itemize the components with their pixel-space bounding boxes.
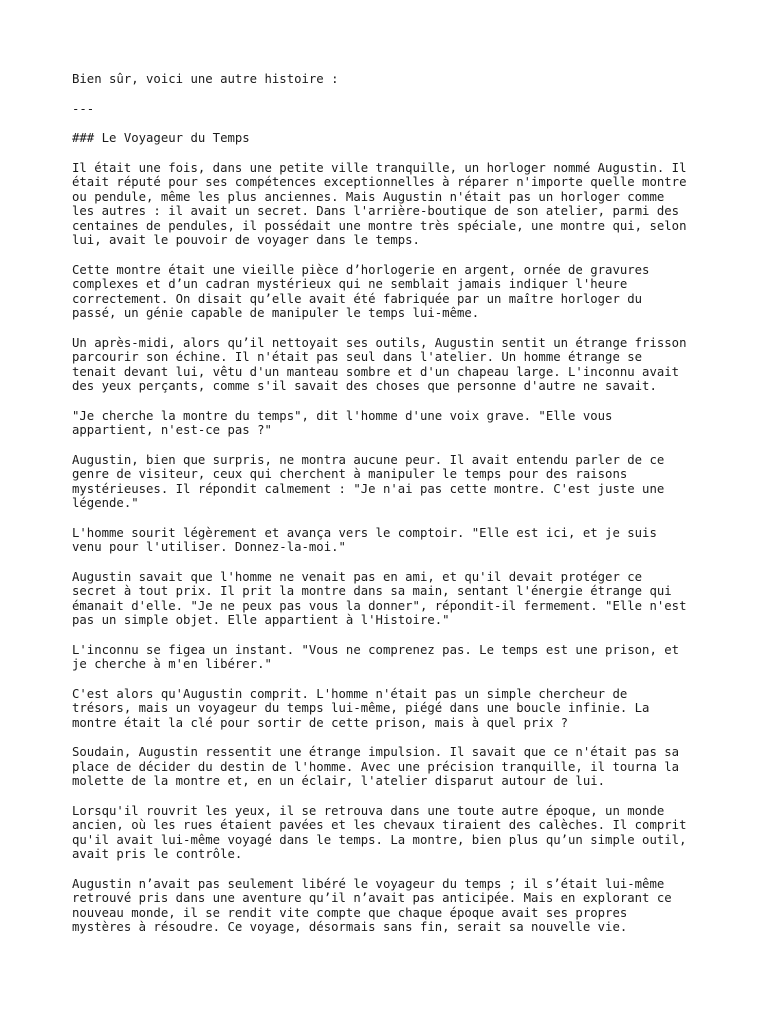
- paragraph-6: L'homme sourit légèrement et avança vers le comptoir. "Elle est ici, et je suis venu pour l'utiliser. Donnez-la-moi.": [72, 525, 657, 554]
- paragraph-11: Lorsqu'il rouvrit les yeux, il se retrouva dans une toute autre époque, un monde ancien, où les rues étaient pavées et les chevaux tiraient des calèches. Il comprit qu'il avait lui-même voyagé dans le temps. La montre, bien plus qu’un simple outil, avait pris le contrôle.: [72, 803, 687, 861]
- separator-line: ---: [72, 101, 95, 116]
- paragraph-7: Augustin savait que l'homme ne venait pas en ami, et qu'il devait protéger ce secret à tout prix. Il prit la montre dans sa main, sentant l'énergie étrange qui émanait d'elle. "Je ne peux pas vous la donner", répondit-il fermement. "Elle n'est pas un simple objet. Elle appartient à l'Histoire.": [72, 569, 687, 627]
- paragraph-2: Cette montre était une vieille pièce d’horlogerie en argent, ornée de gravures complexes et d’un cadran mystérieux qui ne semblait jamais indiquer l'heure correctement. On disait qu’elle avait été fabriquée par un maître horloger du passé, un génie capable de manipuler le temps lui-même.: [72, 262, 650, 320]
- paragraph-1: Il était une fois, dans une petite ville tranquille, un horloger nommé Augustin. Il était réputé pour ses compétences exceptionnelles à réparer n'importe quelle montre ou pendule, même les plus anciennes. Mais Augustin n'était pas un horloger comme les autres : il avait un secret. Dans l'arrière-boutique de son atelier, parmi des centaines de pendules, il possédait une montre très spéciale, une montre qui, selon lui, avait le pouvoir de voyager dans le temps.: [72, 160, 687, 247]
- paragraph-12: Augustin n’avait pas seulement libéré le voyageur du temps ; il s’était lui-même retrouvé pris dans une aventure qu’il n’avait pas anticipée. Mais en explorant ce nouveau monde, il se rendit vite compte que chaque époque avait ses propres mystères à résoudre. Ce voyage, désormais sans fin, serait sa nouvelle vie.: [72, 876, 672, 934]
- document-page: [72, 72, 712, 950]
- paragraph-9: C'est alors qu'Augustin comprit. L'homme n'était pas un simple chercheur de trésors, mais un voyageur du temps lui-même, piégé dans une boucle infinie. La montre était la clé pour sortir de cette prison, mais à quel prix ?: [72, 686, 650, 730]
- story-heading: ### Le Voyageur du Temps: [72, 131, 250, 145]
- paragraph-8: L'inconnu se figea un instant. "Vous ne comprenez pas. Le temps est une prison, et je cherche à m'en libérer.": [72, 642, 680, 671]
- paragraph-4: "Je cherche la montre du temps", dit l'homme d'une voix grave. "Elle vous appartient, n'est-ce pas ?": [72, 408, 613, 437]
- paragraph-5: Augustin, bien que surpris, ne montra aucune peur. Il avait entendu parler de ce genre de visiteur, ceux qui cherchent à manipuler le temps pour des raisons mystérieuses. Il répondit calmement : "Je n'ai pas cette montre. C'est juste une légende.": [72, 452, 665, 510]
- paragraph-3: Un après-midi, alors qu’il nettoyait ses outils, Augustin sentit un étrange frisson parcourir son échine. Il n'était pas seul dans l'atelier. Un homme étrange se tenait devant lui, vêtu d'un manteau sombre et d'un chapeau large. L'inconnu avait des yeux perçants, comme s'il savait des choses que personne d'autre ne savait.: [72, 335, 687, 393]
- intro-line: Bien sûr, voici une autre histoire :: [72, 72, 339, 86]
- paragraph-10: Soudain, Augustin ressentit une étrange impulsion. Il savait que ce n'était pas sa place de décider du destin de l'homme. Avec une précision tranquille, il tourna la molette de la montre et, en un éclair, l'atelier disparut autour de lui.: [72, 745, 680, 788]
